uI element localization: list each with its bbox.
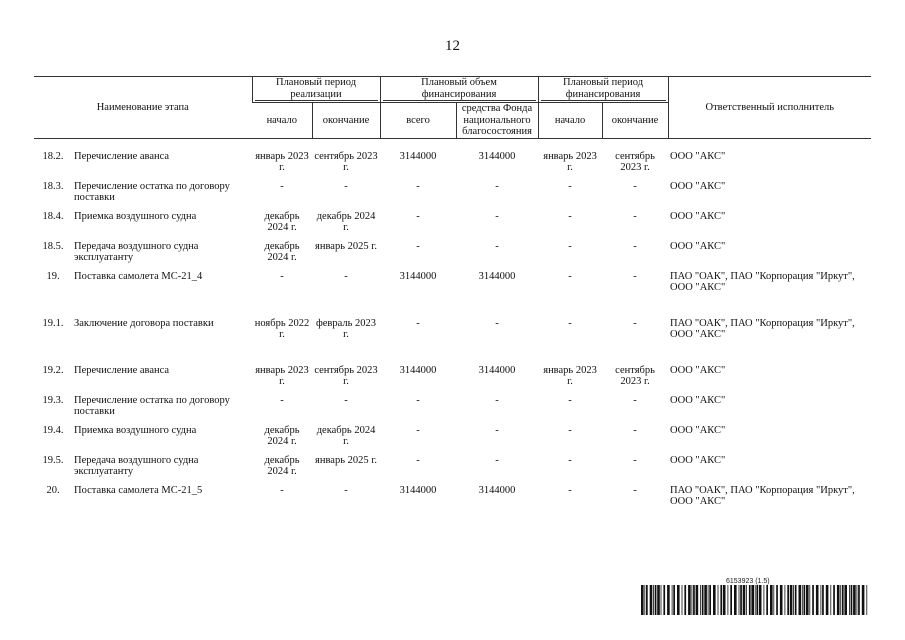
barcode-bar [751,585,754,615]
barcode-bar [785,585,786,615]
row-fin-end: - [633,240,637,252]
row-number: 18.4. [42,210,64,222]
barcode-bar [776,585,778,615]
row-start: - [280,180,284,192]
barcode-bar [673,585,675,615]
barcode-bar [720,585,722,615]
row-stage-name: Поставка самолета МС-21_5 [74,484,203,496]
row-responsible: ООО "АКС" [670,394,726,406]
row-start: декабрь 2024 г. [264,240,300,263]
row-number: 18.5. [42,240,64,252]
barcode-bar [743,585,746,615]
table-row [34,151,871,181]
row-fund: - [495,454,499,466]
barcode-bar [713,585,716,615]
row-stage-name: Передача воздушного судна эксплуатанту [74,454,199,477]
row-fin-start: - [568,210,572,222]
row-fin-end: сентябрь 2023 г. [615,150,655,173]
barcode-bar [833,585,835,615]
barcode-bar [641,585,644,615]
barcode-bar [795,585,797,615]
row-fin-start: - [568,424,572,436]
row-start: январь 2023 г. [255,364,309,387]
barcode-bar [655,585,657,615]
barcode-bar [682,585,683,615]
barcode-bar [749,585,751,615]
barcode-bar [755,585,756,615]
barcode-bar [684,585,686,615]
row-total: 3144000 [399,270,437,282]
table-row [34,211,871,241]
row-total: - [416,210,420,222]
barcode-bar [646,585,648,615]
barcode-bar [702,585,704,615]
barcode-bar [728,585,729,615]
row-total: 3144000 [399,484,437,496]
row-end: сентябрь 2023 г. [314,364,378,387]
row-responsible: ООО "АКС" [670,364,726,376]
page-number: 12 [445,38,460,54]
row-responsible: ООО "АКС" [670,150,726,162]
barcode-bar [650,585,653,615]
barcode-bar [853,585,856,615]
table-row [34,485,871,525]
barcode-bar [822,585,824,615]
row-fin-start: - [568,394,572,406]
barcode-bar [746,585,747,615]
barcode-label: 6153923 (1.5) [726,578,770,585]
barcode-bar [866,585,867,615]
row-fin-start: - [568,180,572,192]
barcode-bar [730,585,732,615]
row-number: 18.2. [42,150,64,162]
barcode-bar [821,585,822,615]
barcode-bar [837,585,840,615]
table-body [34,138,871,525]
row-fund: - [495,317,499,329]
row-end: сентябрь 2023 г. [314,150,378,173]
barcode-bar [688,585,691,615]
table-row [34,455,871,485]
row-fin-end: - [633,317,637,329]
row-fund: - [495,394,499,406]
row-number: 19.4. [42,424,64,436]
row-fund: 3144000 [478,484,516,496]
row-start: декабрь 2024 г. [264,454,300,477]
header-planned-volume: Плановый объем финансирования [380,77,538,103]
table-row [34,318,871,365]
barcode-bar [804,585,806,615]
row-fund: 3144000 [478,150,516,162]
barcode-bar [787,585,789,615]
row-total: - [416,240,420,252]
row-number: 18.3. [42,180,64,192]
row-end: - [344,394,348,406]
barcode-bar [773,585,774,615]
row-fund: - [495,210,499,222]
row-stage-name: Перечисление аванса [74,364,170,376]
row-end: январь 2025 г. [315,454,377,466]
row-responsible: ООО "АКС" [670,454,726,466]
row-stage-name: Заключение договора поставки [74,317,214,329]
header-fund: средства Фонда национального благосостояния [456,103,538,139]
barcode-bar [653,585,654,615]
barcode-bar [830,585,831,615]
barcode-bar [816,585,819,615]
barcode-bar [708,585,709,615]
row-total: - [416,394,420,406]
header-fin-end: окончание [602,103,668,139]
barcode-bar [740,585,742,615]
row-end: - [344,484,348,496]
barcode-bar [802,585,803,615]
barcode-bar [770,585,773,615]
row-fin-end: - [633,210,637,222]
barcode-bar [851,585,853,615]
row-fin-start: - [568,484,572,496]
row-total: 3144000 [399,364,437,376]
row-fin-end: - [633,454,637,466]
row-number: 19.2. [42,364,64,376]
row-end: декабрь 2024 г. [316,424,376,447]
barcode-bar [663,585,665,615]
row-responsible: ООО "АКС" [670,424,726,436]
barcode-bar [739,585,740,615]
row-fin-end: - [633,424,637,436]
barcode-bar [849,585,850,615]
row-fund: 3144000 [478,364,516,376]
barcode-bar [844,585,847,615]
row-responsible: ООО "АКС" [670,180,726,192]
barcode-bar [780,585,783,615]
row-start: ноябрь 2022 г. [254,317,310,340]
row-start: - [280,394,284,406]
barcode-bar [672,585,673,615]
row-fund: - [495,424,499,436]
row-stage-name: Перечисление аванса [74,150,170,162]
barcode-bar [723,585,726,615]
row-end: февраль 2023 г. [315,317,377,340]
row-number: 19.3. [42,394,64,406]
row-responsible: ООО "АКС" [670,210,726,222]
barcode-bar [696,585,699,615]
row-fund: - [495,240,499,252]
table-row [34,181,871,211]
row-end: январь 2025 г. [315,240,377,252]
barcode-bar [809,585,810,615]
header-planned-period: Плановый период реализации [252,77,380,103]
row-fund: 3144000 [478,270,516,282]
row-number: 19.5. [42,454,64,466]
header-total: всего [380,103,456,139]
row-start: - [280,484,284,496]
row-stage-name: Поставка самолета МС-21_4 [74,270,203,282]
barcode-bar [657,585,660,615]
barcode-bar [764,585,765,615]
row-number: 20. [46,484,60,496]
header-end: окончание [312,103,380,139]
row-stage-name: Перечисление остатка по договору поставки [74,180,230,203]
row-stage-name: Перечисление остатка по договору поставки [74,394,230,417]
row-start: декабрь 2024 г. [264,424,300,447]
row-fin-start: - [568,270,572,282]
row-end: декабрь 2024 г. [316,210,376,233]
barcode-bar [840,585,841,615]
header-start: начало [252,103,312,139]
table-row [34,395,871,425]
row-end: - [344,180,348,192]
table-row [34,365,871,395]
row-end: - [344,270,348,282]
row-number: 19.1. [42,317,64,329]
header-responsible: Ответственный исполнитель [668,77,871,139]
row-total: - [416,180,420,192]
barcode-bar [734,585,737,615]
barcode-bar [700,585,701,615]
header-stage-name: Наименование этапа [34,77,252,139]
table-row [34,425,871,455]
row-responsible: ПАО "ОАК", ПАО "Корпорация "Иркут", ООО "АКС" [670,484,855,507]
row-fin-end: - [633,270,637,282]
row-stage-name: Передача воздушного судна эксплуатанту [74,240,199,263]
barcode-bar [709,585,711,615]
barcode-bar [806,585,809,615]
barcode-bar [756,585,758,615]
row-start: - [280,270,284,282]
row-stage-name: Приемка воздушного судна [74,210,197,222]
table-row [34,271,871,318]
barcode-bar [799,585,802,615]
row-fin-end: - [633,394,637,406]
row-fin-start: - [568,454,572,466]
barcode-bar [644,585,645,615]
row-fund: - [495,180,499,192]
barcode-bar [677,585,680,615]
row-fin-end: сентябрь 2023 г. [615,364,655,387]
row-stage-name: Приемка воздушного судна [74,424,197,436]
header-financing-period: Плановый период финансирования [538,77,668,103]
row-fin-start: - [568,317,572,329]
barcode-bar [793,585,794,615]
barcode-bar [857,585,858,615]
row-fin-end: - [633,484,637,496]
barcode-bar [704,585,707,615]
row-fin-start: - [568,240,572,252]
row-fin-end: - [633,180,637,192]
barcode-bar [812,585,814,615]
row-total: - [416,454,420,466]
barcode-bar [766,585,768,615]
barcode-bar [759,585,762,615]
barcode-bar [693,585,695,615]
table-row [34,241,871,271]
row-fin-start: январь 2023 г. [543,364,597,387]
plan-table [34,76,871,525]
row-responsible: ПАО "ОАК", ПАО "Корпорация "Иркут", ООО "АКС" [670,317,855,340]
barcode-bar [790,585,793,615]
barcode-bar [718,585,719,615]
row-total: - [416,424,420,436]
barcode-bar [862,585,865,615]
row-responsible: ПАО "ОАК", ПАО "Корпорация "Иркут", ООО "АКС" [670,270,855,293]
row-start: декабрь 2024 г. [264,210,300,233]
barcode-bar [661,585,662,615]
row-start: январь 2023 г. [255,150,309,173]
barcode-bar [826,585,829,615]
row-responsible: ООО "АКС" [670,240,726,252]
barcode-image [641,585,871,615]
row-total: - [416,317,420,329]
barcode-bar [858,585,860,615]
row-total: 3144000 [399,150,437,162]
row-number: 19. [46,270,60,282]
barcode-bar [842,585,844,615]
header-fin-start: начало [538,103,602,139]
row-fin-start: январь 2023 г. [543,150,597,173]
barcode-bar [692,585,693,615]
barcode-bar [667,585,670,615]
